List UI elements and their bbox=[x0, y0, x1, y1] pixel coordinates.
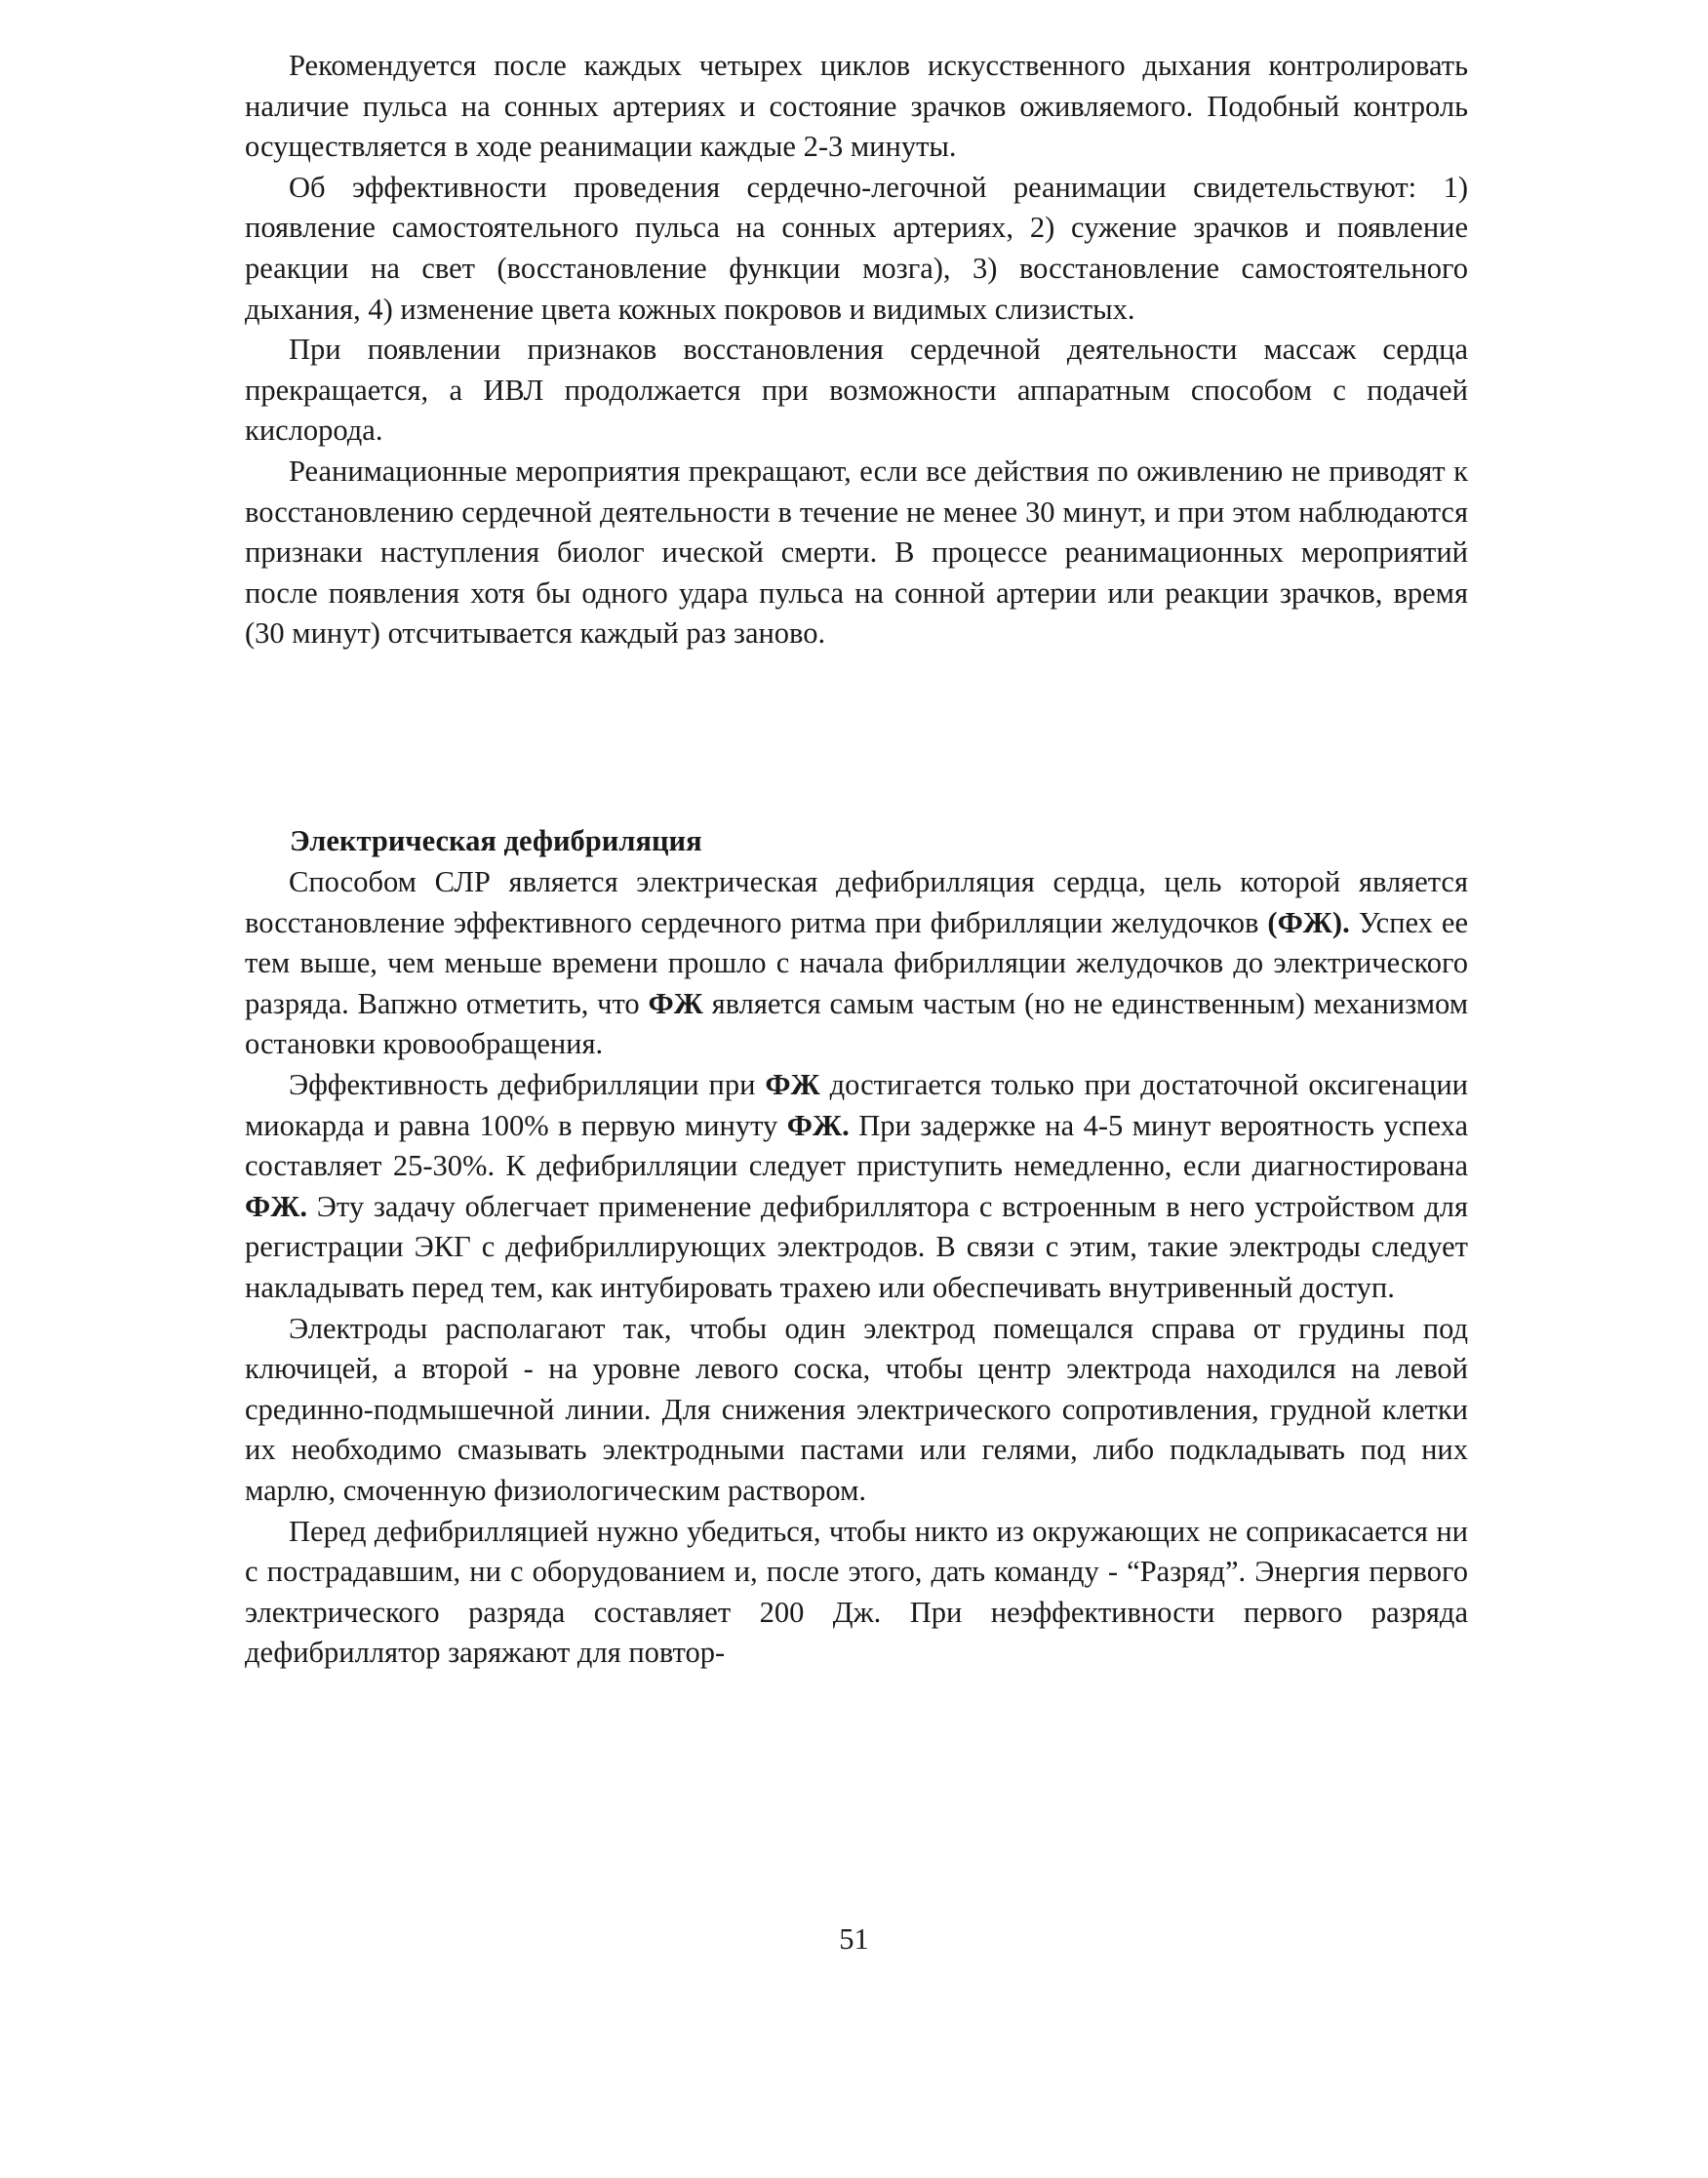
text-run: является самым частым (но не единственным) механизмом остановки кровообращения. bbox=[245, 986, 1468, 1061]
bold-term: ФЖ. bbox=[786, 1108, 850, 1142]
bold-term: ФЖ bbox=[765, 1067, 820, 1101]
bold-term: ФЖ bbox=[648, 986, 703, 1020]
text-run: Способом СЛР является электрическая дефибрилляция сердца, цель которой является восстановление эффективного сердечного ритма при фибрилляции желудочков bbox=[245, 865, 1468, 939]
paragraph-pulse-check: Рекомендуется после каждых четырех циклов искусственного дыхания контролировать наличие пульса на сонных артериях и состояние зрачков оживляемого. Подобный контроль осуществляется в ходе реанимации каждые 2-3 минуты. bbox=[245, 49, 1468, 164]
text-run: Эту задачу облегчает применение дефибриллятора с встроенным в него устройством для регистрации ЭКГ с дефибриллирующих электродов. В связи с этим, такие электроды следует накладывать перед тем, как интубировать трахею или обеспечивать внутривенный доступ. bbox=[245, 1189, 1468, 1304]
paragraph-defibrillation-effectiveness bbox=[245, 1065, 1468, 1309]
text-run: достигается только при достаточной оксигенации миокарда и равна 100% в первую минуту bbox=[245, 1067, 1468, 1142]
text-run: Эффективность дефибрилляции при bbox=[289, 1067, 766, 1101]
section-defibrillation bbox=[245, 862, 1468, 1674]
paragraph-defibrillation-intro bbox=[245, 862, 1468, 1065]
section-resuscitation-monitoring bbox=[245, 46, 1468, 654]
paragraph-electrode-placement: Электроды располагают так, чтобы один электрод помещался справа от грудины под ключицей, а второй - на уровне левого соска, чтобы центр электрода находился на левой срединно-подмышечной линии. Для снижения электрического сопротивления, грудной клетки их необходимо смазывать электродными пастами или гелями, либо подкладывать под них марлю, смоченную физиологическим раствором. bbox=[245, 1311, 1468, 1507]
section-heading-defibrillation: Электрическая дефибриляция bbox=[290, 824, 702, 857]
paragraph-cardiac-recovery: При появлении признаков восстановления сердечной деятельности массаж сердца прекращается, а ИВЛ продолжается при возможности аппаратным способом с подачей кислорода. bbox=[245, 333, 1468, 448]
text-run: При задержке на 4-5 минут вероятность успеха составляет 25-30%. К дефибрилляции следует приступить немедленно, если диагностирована bbox=[245, 1108, 1468, 1183]
bold-term: (ФЖ). bbox=[1267, 905, 1350, 939]
paragraph-discharge-procedure: Перед дефибрилляцией нужно убедиться, чтобы никто из окружающих не соприкасается ни с пострадавшим, ни с оборудованием и, после этого, дать команду - “Разряд”. Энергия первого электрического разряда составляет 200 Дж. При неэффективности первого разряда дефибриллятор заряжают для повтор- bbox=[245, 1514, 1468, 1670]
paragraph-effectiveness-signs: Об эффективности проведения сердечно-легочной реанимации свидетельствуют: 1) появление самостоятельного пульса на сонных артериях, 2) сужение зрачков и появление реакции на свет (восстановление функции мозга), 3) восстановление самостоятельного дыхания, 4) изменение цвета кожных покровов и видимых слизистых. bbox=[245, 170, 1468, 326]
page-number: 51 bbox=[839, 1922, 869, 1956]
paragraph-stop-criteria: Реанимационные мероприятия прекращают, если все действия по оживлению не приводят к восстановлению сердечной деятельности в течение не менее 30 минут, и при этом наблюдаются признаки наступления биолог ической смерти. В процессе реанимационных мероприятий после появления хотя бы одного удара пульса на сонной артерии или реакции зрачков, время (30 минут) отсчитывается каждый раз заново. bbox=[245, 454, 1468, 651]
text-run: Успех ее тем выше, чем меньше времени прошло с начала фибрилляции желудочков до электрического разряда. Вапжно отметить, что bbox=[245, 905, 1468, 1020]
bold-term: ФЖ. bbox=[245, 1189, 307, 1223]
